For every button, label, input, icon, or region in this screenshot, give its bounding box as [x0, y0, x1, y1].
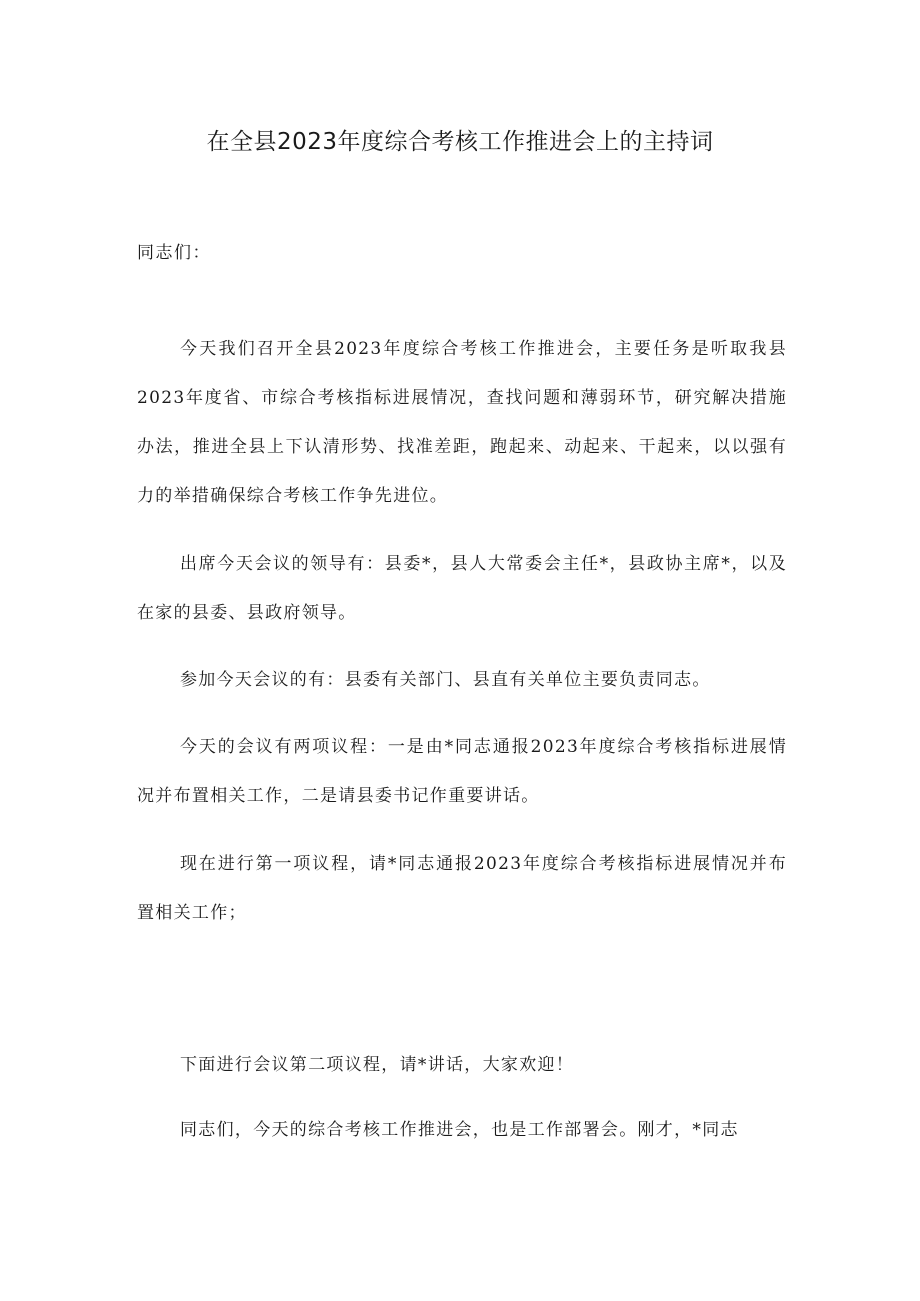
paragraph-attending-leaders: 出席今天会议的领导有：县委*，县人大常委会主任*，县政协主席*，以及在家的县委、县政府领导。 [137, 554, 787, 623]
paragraph-closing-remarks: 同志们，今天的综合考核工作推进会，也是工作部署会。刚才，*同志 [180, 1120, 739, 1140]
paragraph-participants: 参加今天会议的有：县委有关部门、县直有关单位主要负责同志。 [180, 670, 711, 690]
paragraph-agenda: 今天的会议有两项议程：一是由*同志通报2023年度综合考核指标进展情况并布置相关工作，二是请县委书记作重要讲话。 [137, 737, 787, 806]
salutation: 同志们： [137, 243, 211, 263]
document-title: 在全县2023年度综合考核工作推进会上的主持词 [206, 129, 714, 155]
paragraph-first-agenda-item: 现在进行第一项议程，请*同志通报2023年度综合考核指标进展情况并布置相关工作； [137, 854, 787, 923]
paragraph-purpose: 今天我们召开全县2023年度综合考核工作推进会，主要任务是听取我县2023年度省、市综合考核指标进展情况，查找问题和薄弱环节，研究解决措施办法，推进全县上下认清形势、找准差距，跑起来、动起来、干起来，以以强有力的举措确保综合考核工作争先进位。 [137, 339, 787, 506]
paragraph-second-agenda-item: 下面进行会议第二项议程，请*讲话，大家欢迎！ [180, 1055, 575, 1075]
